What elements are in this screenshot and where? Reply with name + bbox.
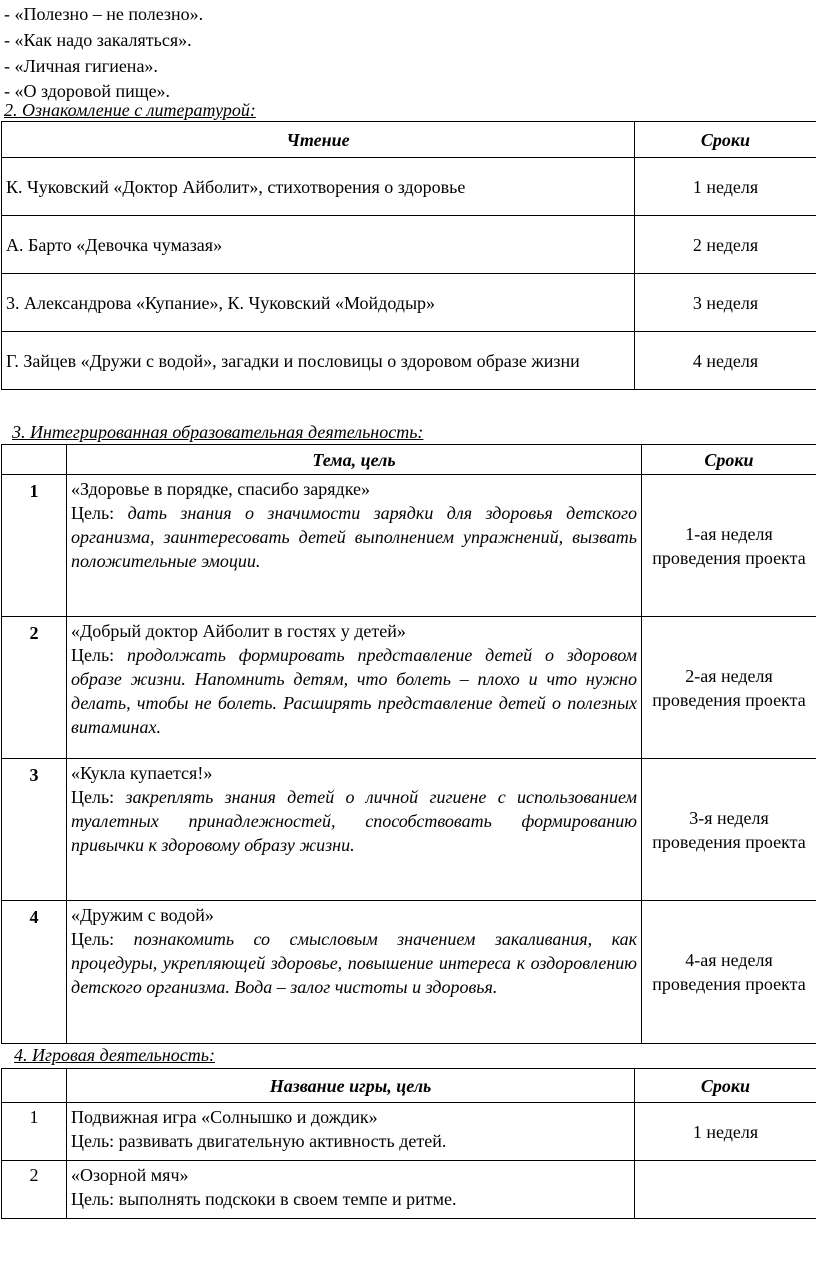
goal-label: Цель: bbox=[71, 645, 127, 665]
row-number: 3 bbox=[2, 759, 67, 901]
table-row bbox=[2, 759, 816, 901]
table-header-row bbox=[2, 122, 816, 158]
game-cell bbox=[67, 1161, 635, 1219]
row-number: 1 bbox=[2, 1103, 67, 1161]
goal-description: закреплять знания детей о личной гигиене с использованием туалетных принадлежностей, способствовать формированию привычки к здоровому образу жизни. bbox=[71, 787, 637, 855]
game-cell bbox=[67, 1103, 635, 1161]
game-title: Подвижная игра «Солнышко и дождик» bbox=[71, 1107, 378, 1127]
goal-text bbox=[71, 643, 637, 739]
header-topic: Тема, цель bbox=[67, 445, 642, 475]
term-cell: 1 неделя bbox=[635, 1103, 816, 1161]
topic-title: «Добрый доктор Айболит в гостях у детей» bbox=[71, 621, 406, 641]
header-term: Сроки bbox=[642, 445, 816, 475]
goal-label: Цель: bbox=[71, 929, 134, 949]
goal-text bbox=[71, 927, 637, 999]
table-row bbox=[2, 1103, 816, 1161]
goal-label: Цель: bbox=[71, 787, 126, 807]
table-header-row bbox=[2, 1069, 816, 1103]
table-row bbox=[2, 216, 816, 274]
goal-text bbox=[71, 501, 637, 573]
section-4-title: 4. Игровая деятельность: bbox=[14, 1045, 215, 1065]
table-row bbox=[2, 901, 816, 1044]
section-2-title: 2. Ознакомление с литературой: bbox=[4, 100, 256, 120]
reading-cell: 3. Александрова «Купание», К. Чуковский «Мойдодыр» bbox=[2, 274, 635, 332]
header-term: Сроки bbox=[635, 1069, 816, 1103]
activities-table bbox=[1, 444, 816, 1044]
term-cell bbox=[635, 1161, 816, 1219]
section-3-title: 3. Интегрированная образовательная деятельность: bbox=[12, 422, 424, 442]
goal-label: Цель: bbox=[71, 503, 128, 523]
reading-cell: Г. Зайцев «Дружи с водой», загадки и пословицы о здоровом образе жизни bbox=[2, 332, 635, 390]
intro-list-item: - «Полезно – не полезно». bbox=[4, 4, 204, 24]
topic-title: «Дружим с водой» bbox=[71, 905, 214, 925]
table-row bbox=[2, 274, 816, 332]
header-reading: Чтение bbox=[2, 122, 635, 158]
literature-table bbox=[1, 121, 816, 390]
table-row bbox=[2, 617, 816, 759]
topic-title: «Кукла купается!» bbox=[71, 763, 213, 783]
game-goal: Цель: развивать двигательную активность детей. bbox=[71, 1131, 447, 1151]
topic-cell bbox=[67, 475, 642, 617]
table-row bbox=[2, 332, 816, 390]
header-term: Сроки bbox=[635, 122, 816, 158]
header-number bbox=[2, 1069, 67, 1103]
header-number bbox=[2, 445, 67, 475]
term-cell: 4 неделя bbox=[635, 332, 816, 390]
term-cell: 3-я неделя проведения проекта bbox=[642, 759, 816, 901]
games-table bbox=[1, 1068, 816, 1219]
term-cell: 1 неделя bbox=[635, 158, 816, 216]
row-number: 2 bbox=[2, 1161, 67, 1219]
reading-cell: А. Барто «Девочка чумазая» bbox=[2, 216, 635, 274]
term-cell: 2-ая неделя проведения проекта bbox=[642, 617, 816, 759]
topic-title: «Здоровье в порядке, спасибо зарядке» bbox=[71, 479, 370, 499]
goal-description: продолжать формировать представление детей о здоровом образе жизни. Напомнить детям, что болеть – плохо и что нужно делать, чтобы не болеть. Расширять представление детей о полезных витаминах. bbox=[71, 645, 637, 737]
term-cell: 3 неделя bbox=[635, 274, 816, 332]
table-row bbox=[2, 1161, 816, 1219]
row-number: 2 bbox=[2, 617, 67, 759]
row-number: 4 bbox=[2, 901, 67, 1044]
table-header-row bbox=[2, 445, 816, 475]
goal-description: познакомить со смысловым значением закаливания, как процедуры, укрепляющей здоровье, повышение интереса к оздоровлению детского организма. Вода – залог чистоты и здоровья. bbox=[71, 929, 637, 997]
goal-description: дать знания о значимости зарядки для здоровья детского организма, заинтересовать детей выполнением упражнений, вызвать положительные эмоции. bbox=[71, 503, 637, 571]
table-row bbox=[2, 475, 816, 617]
topic-cell bbox=[67, 901, 642, 1044]
game-title: «Озорной мяч» bbox=[71, 1165, 189, 1185]
reading-cell: К. Чуковский «Доктор Айболит», стихотворения о здоровье bbox=[2, 158, 635, 216]
topic-cell bbox=[67, 759, 642, 901]
term-cell: 2 неделя bbox=[635, 216, 816, 274]
term-cell: 4-ая неделя проведения проекта bbox=[642, 901, 816, 1044]
intro-list-item: - «О здоровой пище». bbox=[4, 81, 171, 101]
row-number: 1 bbox=[2, 475, 67, 617]
topic-cell bbox=[67, 617, 642, 759]
table-row bbox=[2, 158, 816, 216]
header-game: Название игры, цель bbox=[67, 1069, 635, 1103]
intro-list-item: - «Как надо закаляться». bbox=[4, 30, 192, 50]
goal-text bbox=[71, 785, 637, 857]
intro-list-item: - «Личная гигиена». bbox=[4, 56, 158, 76]
game-goal: Цель: выполнять подскоки в своем темпе и ритме. bbox=[71, 1189, 457, 1209]
term-cell: 1-ая неделя проведения проекта bbox=[642, 475, 816, 617]
